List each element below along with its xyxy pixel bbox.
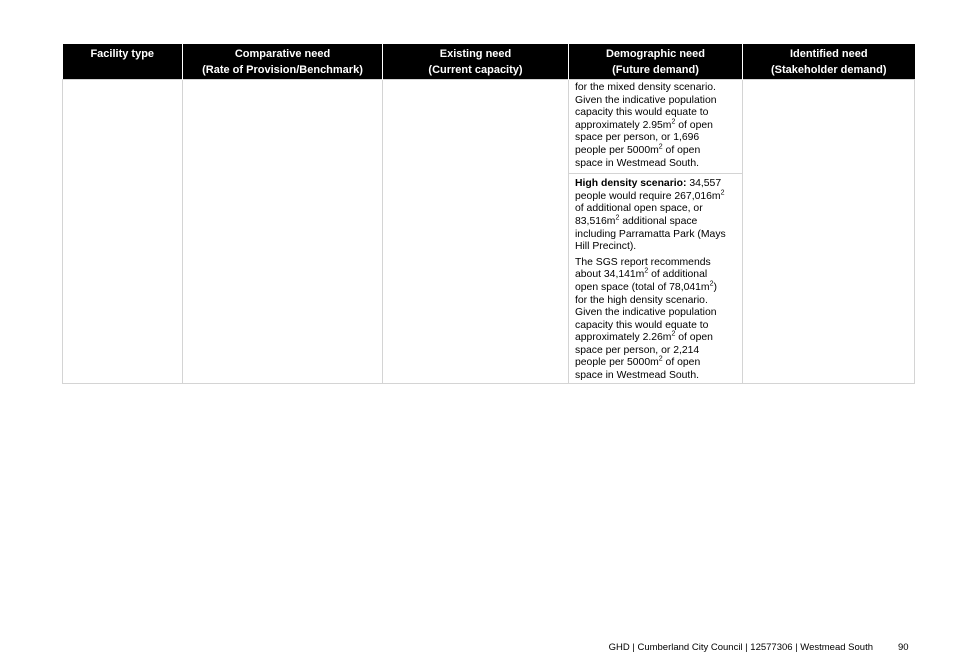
superscript: 2 bbox=[615, 214, 620, 222]
text-line: including Parramatta Park (Mays bbox=[575, 228, 726, 240]
page-number: 90 bbox=[898, 642, 909, 653]
header-existing-need-line2: (Current capacity) bbox=[428, 64, 523, 76]
superscript: 2 bbox=[644, 267, 649, 275]
text-fragment: ) bbox=[713, 281, 717, 293]
header-demographic-need-line2: (Future demand) bbox=[612, 64, 699, 76]
header-comparative-need bbox=[183, 44, 383, 80]
table-row bbox=[63, 80, 915, 384]
text-fragment: of open bbox=[675, 119, 713, 131]
text-line: The SGS report recommends bbox=[575, 256, 711, 268]
table-header-row bbox=[63, 44, 915, 80]
header-demographic-need-line1: Demographic need bbox=[605, 48, 706, 60]
text-line bbox=[575, 282, 736, 295]
superscript: 2 bbox=[658, 143, 663, 151]
cell-facility-type bbox=[63, 80, 183, 384]
header-identified-need-line1: Identified need bbox=[789, 48, 868, 60]
sgs-recommendation-paragraph bbox=[575, 257, 736, 383]
high-density-label: High density scenario: bbox=[575, 178, 687, 190]
cell-existing-need bbox=[383, 80, 569, 384]
header-facility-type bbox=[63, 44, 183, 80]
text-fragment: of open bbox=[662, 357, 701, 369]
header-identified-need bbox=[743, 44, 915, 80]
superscript: 2 bbox=[720, 189, 725, 197]
text-fragment: 83,516m bbox=[575, 215, 616, 227]
cell-identified-need bbox=[743, 80, 915, 384]
header-existing-need-line1: Existing need bbox=[439, 48, 512, 60]
text-fragment: of open bbox=[662, 144, 701, 156]
high-density-paragraph bbox=[575, 178, 736, 254]
superscript: 2 bbox=[671, 118, 676, 126]
text-line: of additional open space, or bbox=[575, 203, 703, 215]
superscript: 2 bbox=[709, 280, 714, 288]
text-line bbox=[575, 145, 736, 158]
text-line bbox=[575, 178, 736, 191]
text-fragment: approximately 2.26m bbox=[575, 332, 672, 344]
header-demographic-need bbox=[569, 44, 743, 80]
text-line: for the high density scenario. bbox=[575, 294, 708, 306]
text-line: for the mixed density scenario. bbox=[575, 82, 716, 93]
text-fragment: about 34,141m bbox=[575, 269, 645, 281]
header-comparative-need-line1: Comparative need bbox=[234, 48, 331, 60]
text-line bbox=[575, 191, 736, 204]
header-identified-need-line2: (Stakeholder demand) bbox=[770, 64, 887, 76]
cell-demographic-need bbox=[569, 80, 743, 384]
text-line: space per person, or 1,696 bbox=[575, 132, 700, 144]
text-line: Given the indicative population bbox=[575, 94, 717, 106]
superscript: 2 bbox=[671, 330, 676, 338]
text-line bbox=[575, 216, 736, 229]
text-fragment: of open bbox=[675, 332, 713, 344]
text-fragment: people per 5000m bbox=[575, 357, 659, 369]
text-line: Given the indicative population bbox=[575, 307, 717, 319]
needs-analysis-table bbox=[62, 44, 915, 384]
text-line bbox=[575, 120, 736, 133]
text-line: capacity this would equate to bbox=[575, 107, 709, 119]
mixed-density-continuation bbox=[569, 80, 742, 170]
text-line: space in Westmead South. bbox=[575, 157, 699, 169]
text-line: space in Westmead South. bbox=[575, 370, 699, 382]
text-fragment: people per 5000m bbox=[575, 144, 659, 156]
footer-document-reference: GHD | Cumberland City Council | 12577306 | Westmead South bbox=[608, 642, 873, 653]
text-fragment: 34,557 bbox=[686, 178, 722, 190]
text-line: capacity this would equate to bbox=[575, 319, 709, 331]
text-fragment: people would require 267,016m bbox=[575, 190, 721, 202]
superscript: 2 bbox=[658, 356, 663, 363]
text-line bbox=[575, 332, 736, 345]
text-line: Hill Precinct). bbox=[575, 241, 637, 253]
text-fragment: additional space bbox=[619, 215, 698, 227]
header-facility-type-line1: Facility type bbox=[90, 48, 155, 60]
header-comparative-need-line2: (Rate of Provision/Benchmark) bbox=[202, 64, 363, 76]
header-existing-need bbox=[383, 44, 569, 80]
text-fragment: of additional bbox=[648, 269, 708, 281]
text-fragment: approximately 2.95m bbox=[575, 119, 672, 131]
text-line bbox=[575, 357, 736, 370]
high-density-scenario bbox=[569, 174, 742, 383]
text-line: space per person, or 2,214 bbox=[575, 344, 700, 356]
text-fragment: open space (total of 78,041m bbox=[575, 281, 710, 293]
cell-comparative-need bbox=[183, 80, 383, 384]
